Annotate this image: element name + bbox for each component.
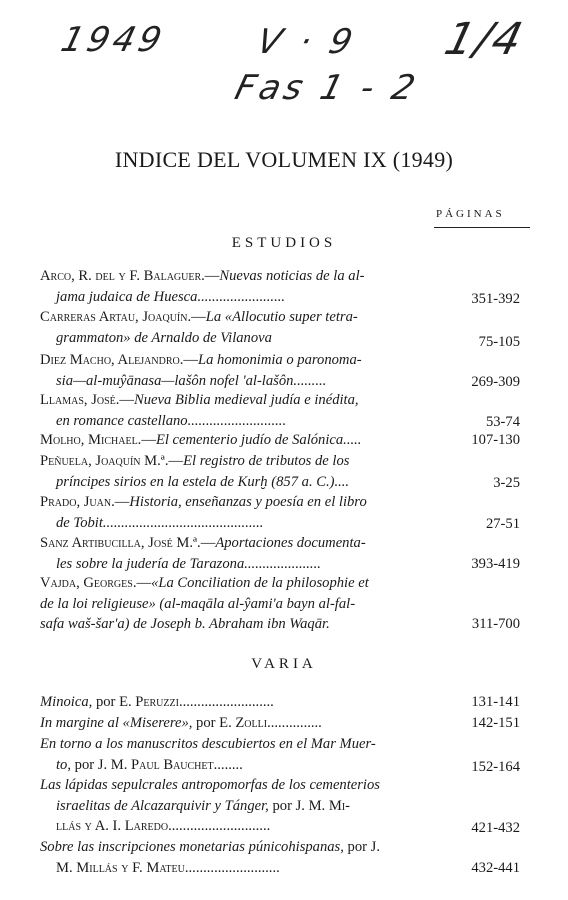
entry-pages: 311-700 bbox=[471, 616, 520, 632]
entry-pages: 152-164 bbox=[471, 759, 520, 775]
entry-title: La homonimia o paronoma- bbox=[197, 352, 362, 368]
entry-author: Llamas, José.— bbox=[40, 392, 135, 408]
entry-pages: 27-51 bbox=[485, 516, 520, 532]
handwritten-fraction: 1/4 bbox=[439, 14, 530, 65]
entry-title-cont: to, bbox=[56, 756, 71, 773]
estudios-entry bbox=[40, 430, 458, 451]
entry-author: Sanz Artibucilla, José M.ª.— bbox=[40, 535, 216, 551]
entry-author: M. Millás y F. Mateu bbox=[56, 859, 185, 876]
page-title: INDICE DEL VOLUMEN IX (1949) bbox=[114, 147, 454, 172]
entry-title: Sobre las inscripciones monetarias púnicohispanas, bbox=[40, 839, 344, 855]
entry-title-cont: en romance castellano........................... bbox=[56, 412, 287, 429]
entry-title: La «Allocutio super tetra- bbox=[205, 309, 358, 325]
entry-by: por bbox=[192, 715, 220, 731]
entry-pages: 432-441 bbox=[471, 860, 520, 876]
entry-pages: 75-105 bbox=[478, 334, 520, 350]
entry-pages: 107-130 bbox=[471, 432, 520, 448]
entry-pages: 53-74 bbox=[485, 414, 520, 430]
varia-entry bbox=[40, 734, 458, 775]
paginas-underline bbox=[434, 227, 530, 228]
entry-title: El cementerio judío de Salónica..... bbox=[155, 432, 362, 448]
entry-author: E. Peruzzi bbox=[119, 694, 179, 710]
entry-author: Molho, Michael.— bbox=[40, 432, 156, 448]
entry-author: J. M. Paul Bauchet bbox=[97, 756, 214, 773]
estudios-entry bbox=[40, 307, 458, 348]
estudios-entry bbox=[40, 390, 458, 431]
varia-entry bbox=[40, 713, 458, 734]
estudios-entry bbox=[40, 533, 458, 574]
paginas-header: PÁGINAS bbox=[436, 208, 505, 220]
entry-title-cont: les sobre la judería de Tarazona..................... bbox=[56, 555, 321, 572]
entry-by: por J. bbox=[343, 839, 380, 855]
entry-dots: .......................... bbox=[178, 694, 274, 710]
handwritten-year: 1949 bbox=[57, 20, 170, 60]
entry-dots: ........ bbox=[213, 756, 243, 773]
entry-by: por bbox=[92, 694, 120, 710]
entry-pages: 421-432 bbox=[471, 820, 520, 836]
entry-title: «La Conciliation de la philosophie et bbox=[151, 575, 369, 591]
entry-title: Aportaciones documenta- bbox=[215, 535, 366, 551]
entry-author: Diez Macho, Alejandro.— bbox=[40, 352, 198, 368]
entry-title: Las lápidas sepulcrales antropomorfas de los cementerios bbox=[40, 777, 380, 793]
varia-entry bbox=[40, 692, 458, 713]
handwritten-volume: V · 9 bbox=[253, 22, 361, 62]
entry-by: por bbox=[71, 756, 98, 773]
varia-entry bbox=[40, 775, 458, 837]
entry-dots: ............................ bbox=[168, 818, 271, 834]
estudios-entry bbox=[40, 492, 458, 533]
entry-title: Nueva Biblia medieval judía e inédita, bbox=[134, 392, 359, 408]
entry-author: Peñuela, Joaquín M.ª.— bbox=[40, 453, 184, 469]
entry-author-cont: llás y A. I. Laredo bbox=[56, 818, 169, 834]
entry-title: Minoica, bbox=[40, 694, 93, 710]
entry-title: Nuevas noticias de la al- bbox=[219, 268, 365, 284]
entry-pages: 393-419 bbox=[471, 556, 520, 572]
entry-title-cont: safa waš-šar'a) de Joseph b. Abraham ibn Waqār. bbox=[40, 616, 330, 632]
entry-pages: 3-25 bbox=[493, 475, 520, 491]
entry-author: Carreras Artau, Joaquín.— bbox=[40, 309, 206, 325]
section-heading-estudios: ESTUDIOS bbox=[231, 235, 337, 251]
entry-title-cont: jama judaica de Huesca........................ bbox=[56, 288, 286, 305]
varia-entry bbox=[40, 837, 458, 878]
entry-title-cont: grammaton» de Arnaldo de Vilanova bbox=[56, 329, 272, 346]
entry-by: por bbox=[268, 797, 296, 814]
section-heading-varia: VARIA bbox=[251, 656, 317, 672]
entry-dots: .......................... bbox=[184, 859, 280, 876]
entry-pages: 269-309 bbox=[471, 374, 520, 390]
entry-author: Vajda, Georges.— bbox=[40, 575, 152, 591]
entry-author: Prado, Juan.— bbox=[40, 494, 130, 510]
entry-dots: ............... bbox=[267, 715, 322, 731]
entry-title-cont: de la loi religieuse» (al-maqāla al-ŷami'a bayn al-fal- bbox=[40, 595, 356, 612]
entry-title: El registro de tributos de los bbox=[183, 453, 350, 469]
entry-pages: 131-141 bbox=[471, 694, 520, 710]
entry-title: Historia, enseñanzas y poesía en el libro bbox=[129, 494, 367, 510]
estudios-entry bbox=[40, 451, 458, 492]
entry-title: En torno a los manuscritos descubiertos en el Mar Muer- bbox=[40, 736, 376, 752]
estudios-entry bbox=[40, 266, 458, 307]
handwritten-fascicle: Fas 1 - 2 bbox=[231, 68, 424, 108]
entry-title-cont: israelitas de Alcazarquivir y Tánger, bbox=[56, 797, 269, 814]
entry-title-cont: de Tobit............................................ bbox=[56, 514, 264, 531]
entry-title-cont: príncipes sirios en la estela de Kurḫ (857 a. C.).... bbox=[56, 473, 350, 490]
entry-author: Arco, R. del y F. Balaguer.— bbox=[40, 268, 220, 284]
entry-author: E. Zolli bbox=[219, 715, 268, 731]
estudios-entry bbox=[40, 573, 458, 635]
estudios-entry bbox=[40, 350, 458, 391]
entry-pages: 351-392 bbox=[471, 291, 520, 307]
entry-title: In margine al «Miserere», bbox=[40, 715, 193, 731]
entry-title-cont: sia—al-muŷānasa—lašôn nofel 'al-lašôn......... bbox=[56, 372, 327, 389]
entry-author: J. M. Mi- bbox=[295, 797, 351, 814]
entry-pages: 142-151 bbox=[471, 715, 520, 731]
